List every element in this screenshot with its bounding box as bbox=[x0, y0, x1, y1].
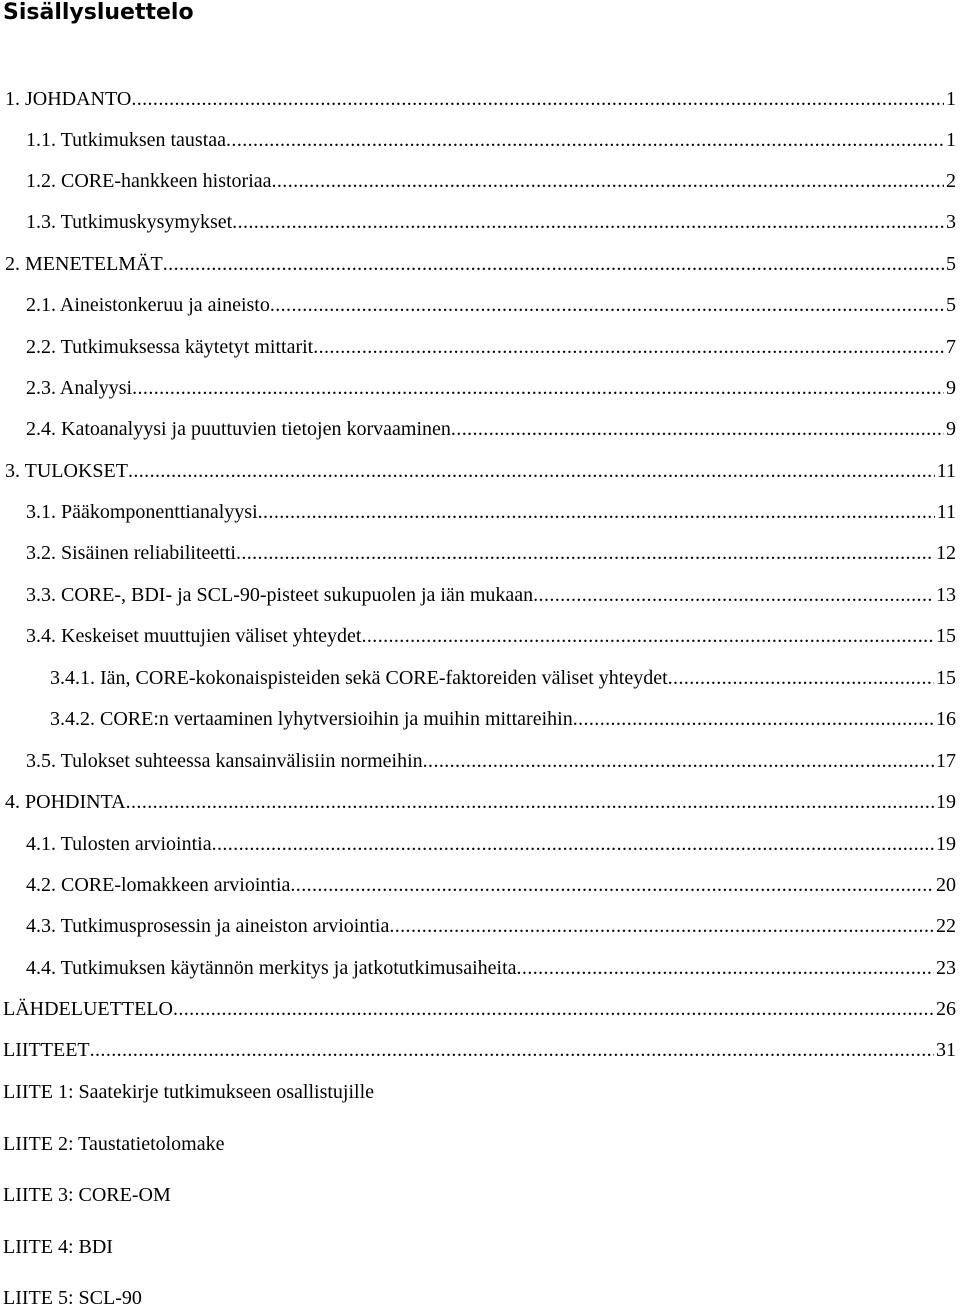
toc-leader-dots bbox=[362, 623, 935, 649]
toc-entry-aineistonkeruu[interactable] bbox=[26, 292, 956, 318]
toc-leader-dots bbox=[517, 955, 934, 981]
toc-entry-label: LIITTEET bbox=[3, 1039, 90, 1061]
toc-entry-mittarit[interactable] bbox=[26, 334, 956, 360]
toc-entry-label: 3.4. Keskeiset muuttujien väliset yhteydet bbox=[26, 625, 362, 647]
toc-entry-tutkimuksen-taustaa[interactable] bbox=[26, 127, 956, 153]
toc-page-number: 5 bbox=[946, 294, 956, 316]
toc-entry-core-lomakkeen-arviointia[interactable] bbox=[26, 872, 956, 898]
toc-leader-dots bbox=[451, 416, 944, 442]
toc-leader-dots bbox=[163, 251, 944, 277]
toc-entry-label: 1.3. Tutkimuskysymykset bbox=[26, 211, 233, 233]
appendix-item: LIITE 5: SCL-90 bbox=[3, 1287, 142, 1309]
toc-page-number: 16 bbox=[936, 708, 956, 730]
toc-leader-dots bbox=[131, 86, 944, 112]
appendix-item: LIITE 2: Taustatietolomake bbox=[3, 1133, 225, 1155]
toc-entry-label: 1.2. CORE-hankkeen historiaa bbox=[26, 170, 272, 192]
toc-page-number: 19 bbox=[936, 833, 956, 855]
toc-entry-label: 2. MENETELMÄT bbox=[5, 253, 163, 275]
toc-page-number: 11 bbox=[936, 501, 956, 523]
toc-entry-label: 3.4.2. CORE:n vertaaminen lyhytversioihin ja muihin mittareihin bbox=[50, 708, 573, 730]
toc-page-number: 23 bbox=[936, 957, 956, 979]
toc-page-number: 17 bbox=[936, 750, 956, 772]
toc-leader-dots bbox=[533, 582, 934, 608]
appendix-item: LIITE 4: BDI bbox=[3, 1236, 113, 1258]
toc-leader-dots bbox=[270, 292, 944, 318]
toc-page-number: 1 bbox=[946, 129, 956, 151]
toc-entry-label: 4.2. CORE-lomakkeen arviointia bbox=[26, 874, 291, 896]
toc-entry-tutkimusprosessin-arviointia[interactable] bbox=[26, 913, 956, 939]
toc-entry-pisteet-sukupuolen-ja-ian-mukaan[interactable] bbox=[26, 582, 956, 608]
toc-leader-dots bbox=[313, 334, 944, 360]
toc-leader-dots bbox=[668, 665, 934, 691]
page-title: Sisällysluettelo bbox=[3, 0, 194, 25]
toc-entry-label: 4.4. Tutkimuksen käytännön merkitys ja jatkotutkimusaiheita bbox=[26, 957, 517, 979]
toc-entry-label: 4.3. Tutkimusprosessin ja aineiston arviointia bbox=[26, 915, 390, 937]
toc-entry-keskeiset-yhteydet[interactable] bbox=[26, 623, 956, 649]
toc-leader-dots bbox=[423, 748, 934, 774]
toc-entry-tulosten-arviointia[interactable] bbox=[26, 831, 956, 857]
toc-page-number: 7 bbox=[946, 336, 956, 358]
toc-entry-core-hankkeen-historiaa[interactable] bbox=[26, 168, 956, 194]
toc-leader-dots bbox=[128, 458, 935, 484]
toc-page-number: 20 bbox=[936, 874, 956, 896]
toc-page-number: 1 bbox=[946, 88, 956, 110]
toc-entry-kaytannon-merkitys[interactable] bbox=[26, 955, 956, 981]
toc-entry-label: 3. TULOKSET bbox=[5, 460, 128, 482]
toc-page-number: 13 bbox=[936, 584, 956, 606]
toc-leader-dots bbox=[290, 872, 934, 898]
toc-page-number: 19 bbox=[936, 791, 956, 813]
toc-entry-label: 3.4.1. Iän, CORE-kokonaispisteiden sekä CORE-faktoreiden väliset yhteydet bbox=[50, 667, 668, 689]
toc-entry-label: 2.1. Aineistonkeruu ja aineisto bbox=[26, 294, 270, 316]
toc-page-number: 15 bbox=[936, 625, 956, 647]
toc-leader-dots bbox=[232, 209, 944, 235]
toc-entry-paakomponenttianalyysi[interactable] bbox=[26, 499, 956, 525]
toc-page-number: 9 bbox=[946, 418, 956, 440]
toc-leader-dots bbox=[258, 499, 935, 525]
toc-entry-label: 2.3. Analyysi bbox=[26, 377, 133, 399]
toc-page-number: 5 bbox=[946, 253, 956, 275]
toc-leader-dots bbox=[126, 789, 934, 815]
toc-entry-sisainen-reliabiliteetti[interactable] bbox=[26, 540, 956, 566]
toc-entry-ian-ja-core-yhteydet[interactable] bbox=[50, 665, 956, 691]
toc-entry-label: LÄHDELUETTELO bbox=[3, 998, 173, 1020]
toc-leader-dots bbox=[272, 168, 945, 194]
toc-entry-kansainvaliset-normit[interactable] bbox=[26, 748, 956, 774]
toc-page-number: 9 bbox=[946, 377, 956, 399]
toc-entry-tulokset[interactable] bbox=[5, 458, 956, 484]
toc-entry-katoanalyysi[interactable] bbox=[26, 416, 956, 442]
toc-leader-dots bbox=[212, 831, 934, 857]
toc-entry-label: 3.2. Sisäinen reliabiliteetti bbox=[26, 542, 236, 564]
toc-entry-label: 3.1. Pääkomponenttianalyysi bbox=[26, 501, 258, 523]
toc-page-number: 3 bbox=[946, 211, 956, 233]
toc-page-number: 22 bbox=[936, 915, 956, 937]
toc-entry-label: 3.3. CORE-, BDI- ja SCL-90-pisteet sukupuolen ja iän mukaan bbox=[26, 584, 534, 606]
appendix-item: LIITE 3: CORE-OM bbox=[3, 1184, 171, 1206]
toc-entry-pohdinta[interactable] bbox=[5, 789, 956, 815]
toc-leader-dots bbox=[132, 375, 944, 401]
toc-page-number: 26 bbox=[936, 998, 956, 1020]
toc-leader-dots bbox=[573, 706, 934, 732]
toc-entry-tutkimuskysymykset[interactable] bbox=[26, 209, 956, 235]
toc-entry-liitteet[interactable] bbox=[3, 1037, 956, 1063]
toc-entry-johdanto[interactable] bbox=[5, 86, 956, 112]
toc-entry-label: 3.5. Tulokset suhteessa kansainvälisiin normeihin bbox=[26, 750, 423, 772]
toc-page-number: 31 bbox=[936, 1039, 956, 1061]
toc-entry-label: 1. JOHDANTO bbox=[5, 88, 132, 110]
toc-entry-menetelmat[interactable] bbox=[5, 251, 956, 277]
toc-leader-dots bbox=[236, 540, 934, 566]
toc-page-number: 15 bbox=[936, 667, 956, 689]
toc-leader-dots bbox=[90, 1037, 934, 1063]
toc-entry-core-vertaaminen[interactable] bbox=[50, 706, 956, 732]
toc-leader-dots bbox=[389, 913, 934, 939]
toc-leader-dots bbox=[226, 127, 944, 153]
toc-leader-dots bbox=[173, 996, 934, 1022]
toc-entry-label: 1.1. Tutkimuksen taustaa bbox=[26, 129, 227, 151]
toc-entry-label: 4. POHDINTA bbox=[5, 791, 126, 813]
toc-entry-analyysi[interactable] bbox=[26, 375, 956, 401]
toc-entry-label: 4.1. Tulosten arviointia bbox=[26, 833, 212, 855]
toc-page-number: 12 bbox=[936, 542, 956, 564]
toc-page-number: 11 bbox=[936, 460, 956, 482]
appendix-item: LIITE 1: Saatekirje tutkimukseen osallistujille bbox=[3, 1081, 375, 1103]
toc-page-number: 2 bbox=[946, 170, 956, 192]
toc-entry-label: 2.4. Katoanalyysi ja puuttuvien tietojen korvaaminen bbox=[26, 418, 451, 440]
toc-entry-label: 2.2. Tutkimuksessa käytetyt mittarit bbox=[26, 336, 314, 358]
toc-entry-lahdeluettelo[interactable] bbox=[3, 996, 956, 1022]
